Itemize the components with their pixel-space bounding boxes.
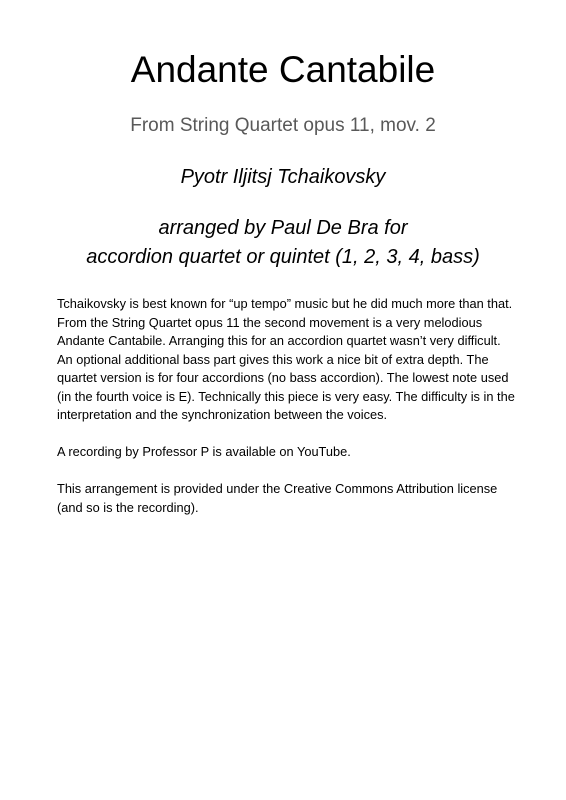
description-body <box>57 295 517 536</box>
description-paragraph: Tchaikovsky is best known for “up tempo” music but he did much more than that. From the String Quartet opus 11 the second movement is a very melodious Andante Cantabile. Arranging this for an accordion quartet wasn’t very difficult. An optional additional bass part gives this work a nice bit of extra depth. The quartet version is for four accordions (no bass accordion). The lowest note used (in the fourth voice is E). Technically this piece is very easy. The difficulty is in the interpretation and the synchronization between the voices. <box>57 296 515 422</box>
arrangement-credit-line-2: accordion quartet or quintet (1, 2, 3, 4, bass) <box>86 246 480 268</box>
document-subtitle: From String Quartet opus 11, mov. 2 <box>130 115 436 136</box>
arrangement-credit <box>0 214 566 272</box>
document-title: Andante Cantabile <box>130 49 436 90</box>
recording-paragraph: A recording by Professor P is available on YouTube. <box>57 444 351 459</box>
license-paragraph: This arrangement is provided under the Creative Commons Attribution license (and so is the recording). <box>57 481 498 515</box>
composer-name: Pyotr Iljitsj Tchaikovsky <box>180 166 386 188</box>
arrangement-credit-line-1: arranged by Paul De Bra for <box>158 217 408 239</box>
